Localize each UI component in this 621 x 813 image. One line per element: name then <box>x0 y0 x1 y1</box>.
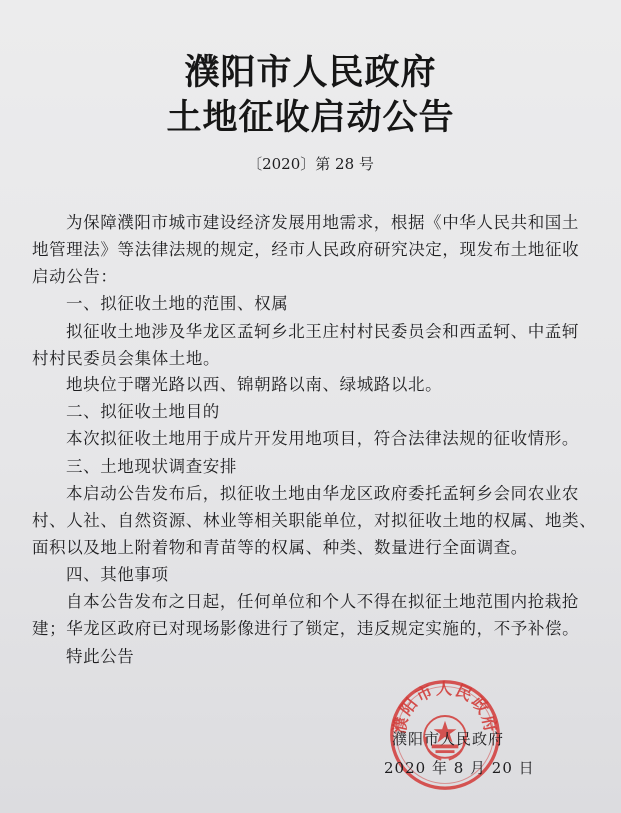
section4-line-1: 自本公告发布之日起，任何单位和个人不得在拟征土地范围内抢栽抢 <box>66 592 579 611</box>
intro-line-1: 为保障濮阳市城市建设经济发展用地需求，根据《中华人民共和国土 <box>66 213 579 232</box>
section1-line-3: 地块位于曙光路以西、锦朝路以南、绿城路以北。 <box>66 375 443 394</box>
section3-line-1: 本启动公告发布后，拟征收土地由华龙区政府委托孟轲乡会同农业农 <box>66 484 579 503</box>
section2-heading: 二、拟征收土地目的 <box>66 402 220 421</box>
seal-text: 濮阳市人民政府 <box>389 679 501 736</box>
title-line-2: 土地征收启动公告 <box>166 98 455 138</box>
section4-line-2: 建；华龙区政府已对现场影像进行了锁定，违反规定实施的，不予补偿。 <box>32 619 580 638</box>
intro-line-3: 启动公告： <box>32 267 118 286</box>
title-line-1: 濮阳市人民政府 <box>184 53 437 93</box>
section1-line-2: 村村民委员会集体土地。 <box>32 349 221 368</box>
section2-line-1: 本次拟征收土地用于成片开发用地项目，符合法律法规的征收情形。 <box>66 429 579 448</box>
section3-line-2: 村、人社、自然资源、林业等相关职能单位，对拟征收土地的权属、地类、 <box>32 511 597 530</box>
closing-text: 特此公告 <box>66 647 135 666</box>
document-number: 〔2020〕第 28 号 <box>247 155 374 173</box>
issuer-name: 濮阳市人民政府 <box>392 730 505 748</box>
section1-heading: 一、拟征收土地的范围、权属 <box>66 294 289 313</box>
intro-line-2: 地管理法》等法律法规的规定，经市人民政府研究决定，现发布土地征收 <box>32 240 580 259</box>
section4-heading: 四、其他事项 <box>66 565 169 584</box>
section1-line-1: 拟征收土地涉及华龙区孟轲乡北王庄村村民委员会和西孟轲、中孟轲 <box>66 322 579 341</box>
section3-line-3: 面积以及地上附着物和青苗等的权属、种类、数量进行全面调查。 <box>32 538 528 557</box>
issue-date: 2020 年 8 月 20 日 <box>384 759 535 777</box>
section3-heading: 三、土地现状调查安排 <box>66 457 237 476</box>
